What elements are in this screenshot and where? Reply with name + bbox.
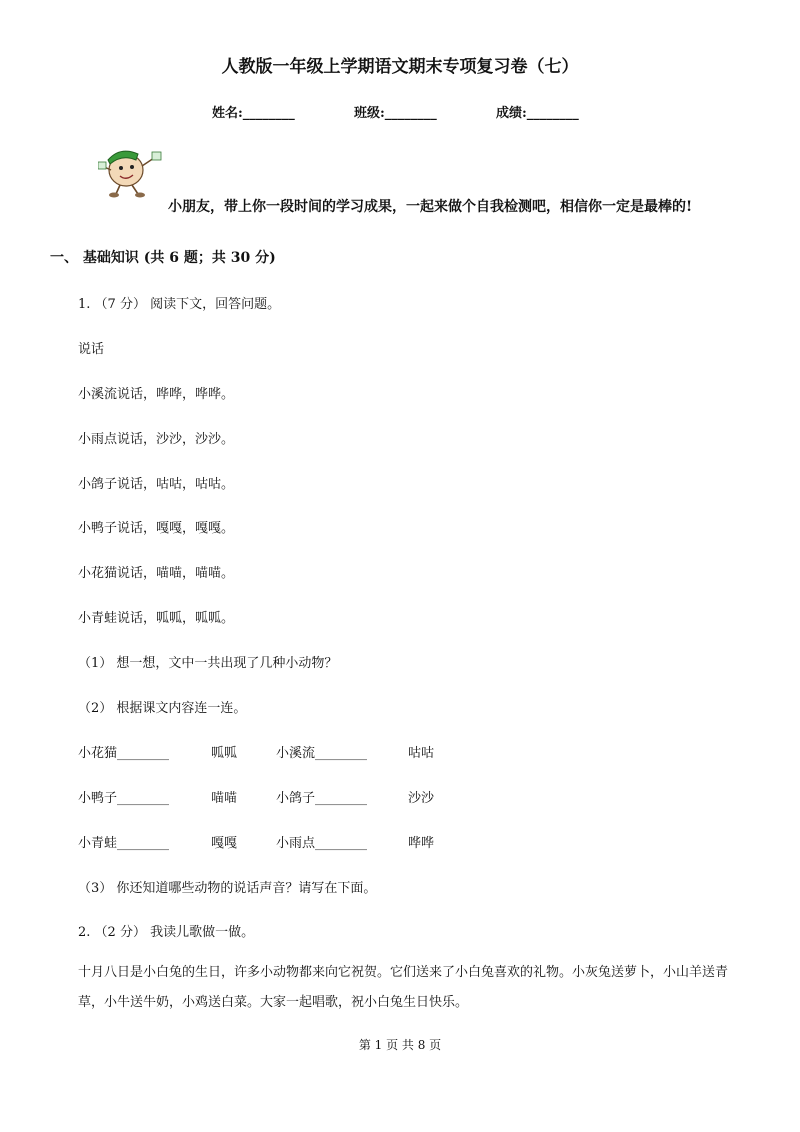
match-sound: 沙沙 — [408, 791, 435, 806]
sub-question-2: （2） 根据课文内容连一连。 — [78, 701, 247, 716]
match-right-item[interactable]: 小鸽子________ — [276, 791, 368, 806]
section-heading: 一、 基础知识 (共 6 题；共 30 分) — [50, 250, 276, 266]
class-field[interactable]: 班级:________ — [354, 106, 437, 121]
passage-line: 小花猫说话，喵喵，喵喵。 — [78, 566, 235, 581]
question-2-prompt: 2. （2 分） 我读儿歌做一做。 — [78, 925, 255, 940]
match-left-animal[interactable]: 小鸭子________ — [78, 791, 170, 806]
match-sound: 咕咕 — [408, 746, 435, 761]
sub-question-3: （3） 你还知道哪些动物的说话声音？请写在下面。 — [78, 881, 377, 896]
score-field[interactable]: 成绩:________ — [496, 106, 579, 121]
passage-line: 小鸭子说话，嘎嘎，嘎嘎。 — [78, 521, 235, 536]
name-field[interactable]: 姓名:________ — [212, 106, 295, 121]
question-1-prompt: 1. （7 分） 阅读下文，回答问题。 — [78, 297, 281, 312]
passage-title: 说话 — [78, 342, 105, 357]
passage-line: 小青蛙说话，呱呱，呱呱。 — [78, 611, 235, 626]
passage-line: 小雨点说话，沙沙，沙沙。 — [78, 432, 235, 447]
match-left-animal[interactable]: 小青蛙________ — [78, 836, 170, 851]
match-sound: 哗哗 — [408, 836, 435, 851]
page-title: 人教版一年级上学期语文期末专项复习卷（七） — [221, 57, 579, 77]
mascot-icon — [98, 140, 164, 198]
match-sound: 嘎嘎 — [211, 836, 238, 851]
passage-line: 小鸽子说话，咕咕，咕咕。 — [78, 477, 235, 492]
greeting-text: 小朋友，带上你一段时间的学习成果，一起来做个自我检测吧，相信你一定是最棒的! — [168, 199, 693, 215]
question-2-paragraph: 十月八日是小白兔的生日，许多小动物都来向它祝贺。它们送来了小白兔喜欢的礼物。小灰兔送萝卜，小山羊送青草，小牛送牛奶，小鸡送白菜。大家一起唱歌，祝小白兔生日快乐。 — [78, 965, 729, 1010]
match-right-item[interactable]: 小溪流________ — [276, 746, 368, 761]
match-left-animal[interactable]: 小花猫________ — [78, 746, 170, 761]
match-right-item[interactable]: 小雨点________ — [276, 836, 368, 851]
passage-line: 小溪流说话，哗哗，哗哗。 — [78, 387, 235, 402]
page-footer: 第 1 页 共 8 页 — [358, 1038, 442, 1052]
sub-question-1: （1） 想一想，文中一共出现了几种小动物？ — [78, 656, 338, 671]
match-sound: 喵喵 — [211, 791, 238, 806]
match-sound: 呱呱 — [211, 746, 238, 761]
